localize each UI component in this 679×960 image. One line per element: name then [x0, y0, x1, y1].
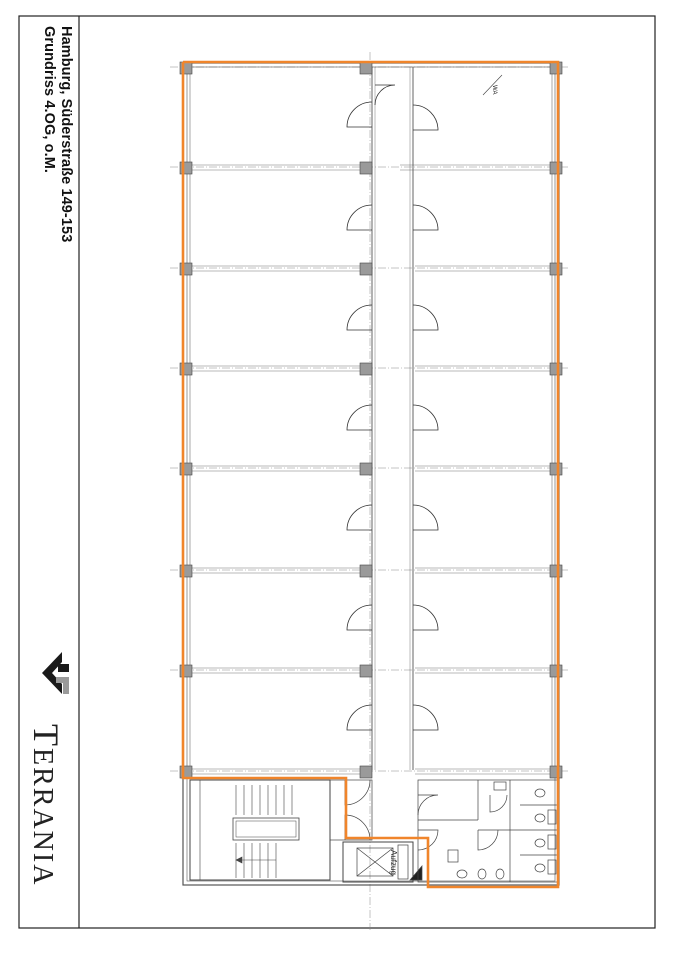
brand-wordmark: [25, 724, 67, 886]
title-block: [40, 26, 74, 242]
terrania-logo-icon: [42, 652, 69, 694]
title-address: Hamburg, Süderstraße 149-153: [58, 26, 74, 243]
brand-name-rest: ERRANIA: [27, 748, 58, 887]
elevator-core: [330, 780, 422, 882]
structural-columns: [180, 62, 562, 778]
brand-initial: T: [26, 724, 66, 748]
corridor-walls: [372, 67, 413, 770]
wc-label: WA: [491, 85, 497, 95]
sanitary-area: [418, 780, 558, 882]
corridor-doors-right: [375, 85, 438, 730]
staircase: [190, 780, 330, 880]
corridor-doors-left: [347, 102, 372, 730]
elevator-label: Aufzug: [389, 850, 398, 875]
title-plan-description: Grundriss 4.OG, o.M.: [41, 26, 57, 174]
